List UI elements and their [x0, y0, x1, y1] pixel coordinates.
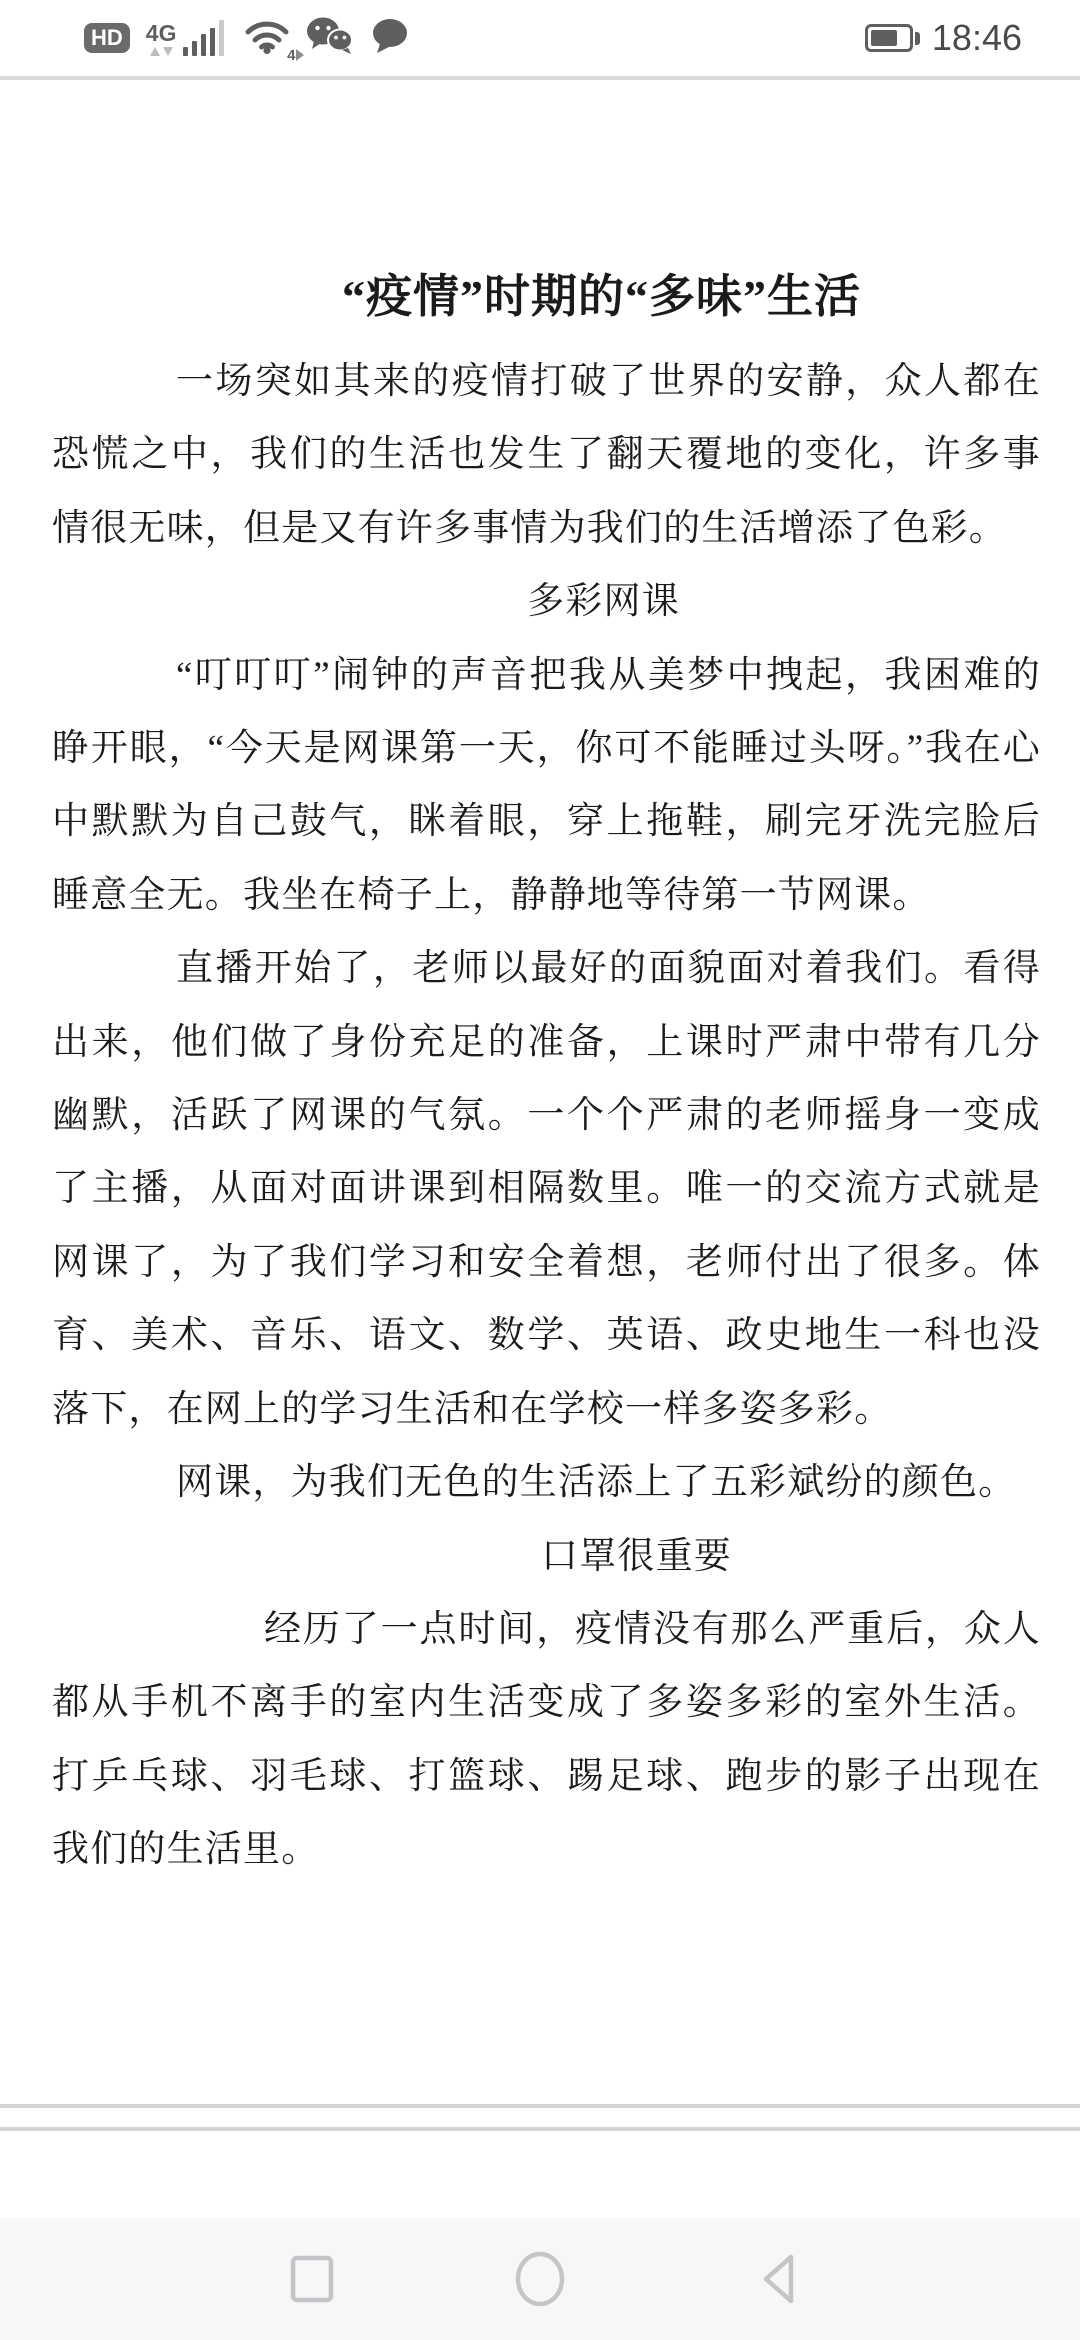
wechat-notification-icon — [306, 16, 354, 61]
paragraph-intro: 一场突如其来的疫情打破了世界的安静，众人都在恐慌之中，我们的生活也发生了翻天覆地的变化，许多事情很无味，但是又有许多事情为我们的生活增添了色彩。 — [52, 361, 1041, 549]
recents-square-icon — [289, 2254, 335, 2304]
wifi-icon — [244, 17, 296, 64]
status-bar — [0, 0, 1080, 80]
navigation-bar — [0, 2218, 1080, 2340]
data-updown-arrows-icon — [150, 47, 173, 56]
back-triangle-icon — [757, 2252, 799, 2306]
home-button[interactable] — [514, 2251, 566, 2307]
message-notification-icon — [370, 17, 412, 60]
home-circle-icon — [514, 2251, 566, 2307]
wifi-sub-indicator: 4 — [287, 48, 304, 63]
paragraph-livestream: 直播开始了，老师以最好的面貌面对着我们。看得出来，他们做了身份充足的准备，上课时严肃中带有几分幽默，活跃了网课的气氛。一个个严肃的老师摇身一变成了主播，从面对面讲课到相隔数里。唯一的交流方式就是网课了，为了我们学习和安全着想，老师付出了很多。体育、美术、音乐、语文、数学、英语、政史地生一科也没落下，在网上的学习生活和在学校一样多姿多彩。 — [52, 948, 1041, 1430]
hd-volte-icon: HD — [84, 23, 130, 53]
recents-button[interactable] — [289, 2254, 335, 2304]
paragraph-outdoor: 经历了一点时间，疫情没有那么严重后，众人都从手机不离手的室内生活变成了多姿多彩的室外生活。打乒乓球、羽毛球、打篮球、踢足球、跑步的影子出现在我们的生活里。 — [52, 1608, 1041, 1871]
document-page[interactable] — [0, 84, 1080, 2104]
status-bar-right — [865, 17, 1022, 59]
document-title: “疫情”时期的“多味”生活 — [342, 271, 861, 322]
battery-icon — [865, 24, 920, 52]
paragraph-color: 网课，为我们无色的生活添上了五彩斌纷的颜色。 — [176, 1462, 1017, 1504]
back-button[interactable] — [757, 2252, 799, 2306]
clock-time: 18:46 — [931, 17, 1022, 58]
page-break-divider — [0, 2104, 1080, 2131]
section-subtitle-masks: 口罩很重要 — [541, 1535, 732, 1577]
section-subtitle-online-classes: 多彩网课 — [527, 581, 680, 623]
mobile-signal-icon — [146, 20, 225, 56]
signal-bars-icon — [179, 20, 224, 56]
status-bar-left — [84, 16, 412, 64]
paragraph-alarm: “叮叮叮”闹钟的声音把我从美梦中拽起，我困难的睁开眼，“今天是网课第一天，你可不能睡过头呀。”我在心中默默为自己鼓气，眯着眼，穿上拖鞋，刷完牙洗完脸后睡意全无。我坐在椅子上，静静地等待第一节网课。 — [52, 654, 1041, 916]
network-type-label: 4G — [145, 20, 177, 46]
